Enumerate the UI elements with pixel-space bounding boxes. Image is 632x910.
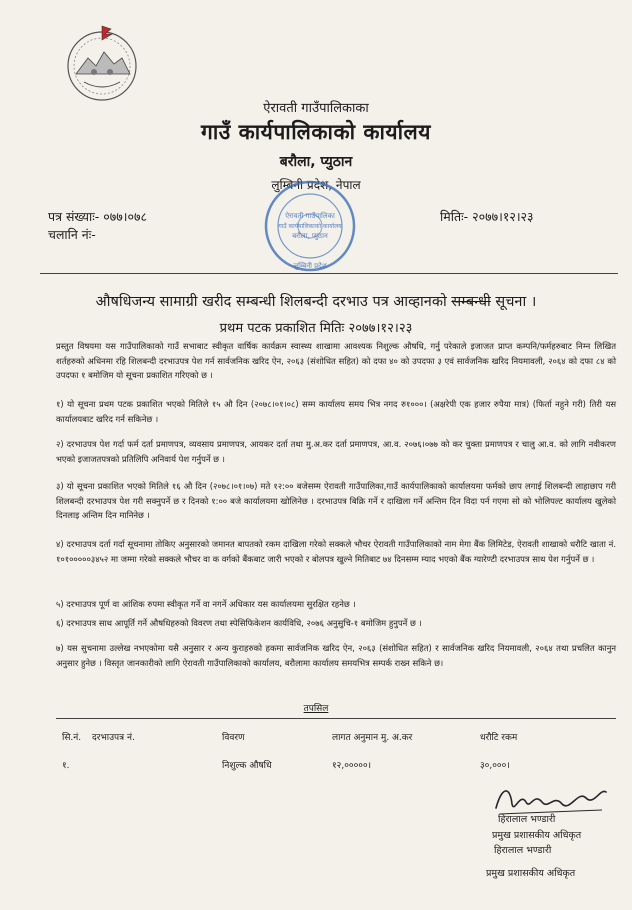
table-top-rule <box>56 718 616 719</box>
signatory-name-stamp: हिरालाल भण्डारी <box>494 845 552 856</box>
table-header-sn: सि.नं. <box>62 733 82 743</box>
table-row-1-description: निशुल्क औषधि <box>222 761 272 771</box>
divider <box>40 273 618 274</box>
header-line-office: गाउँ कार्यपालिकाको कार्यालय <box>201 120 431 144</box>
header-line-province: लुम्बिनी प्रदेश, नेपाल <box>271 178 361 192</box>
table-row-1-cost-estimate: १२,०००००। <box>332 761 372 771</box>
header-line-municipality: ऐरावती गाउँपालिकाका <box>263 101 369 116</box>
notice-point-6: ६) दरभाउपत्र साथ आपूर्ति गर्ने औषधिहरुको विवरण तथा स्पेसिफिकेशन कार्यविधि, २०७६ अनुसुचि-१ बमोजिम हुनुपर्ने छ । <box>56 618 422 628</box>
notice-point-2: २) दरभाउपत्र पेश गर्दा फर्म दर्ता प्रमाणपत्र, व्यवसाय प्रमाणपत्र, आयकर दर्ता तथा मु.अ.कर दर्ता प्रमाणपत्र, आ.व. २०७६।०७७ को कर चुक्ता प्रमाणपत्र र चालु आ.व. को लागि नवीकरण भएको इजाजतपत्रको प्रतिलिपि अनिवार्य पेश गर्नुपर्ने छ । <box>56 439 616 464</box>
stamp-text-4: लुम्बिनी प्रदेश <box>293 262 327 270</box>
header-line-address: बरौला, प्युठान <box>279 154 353 170</box>
signatory-title-stamp: प्रमुख प्रशासकीय अधिकृत <box>486 868 576 879</box>
notice-title-struck: सम्बन्धी <box>451 294 491 310</box>
table-header-cost-estimate: लागत अनुमान मु. अ.कर <box>332 733 413 743</box>
stamp-text-1: ऐरावती गाउँपालिका <box>285 212 335 220</box>
table-header-description: विवरण <box>222 733 245 743</box>
stamp-text-3: बरौला, प्युठान <box>292 232 328 240</box>
notice-point-7: ७) यस सुचनामा उल्लेख नभएकोमा यसै अनुसार र अन्य कुराहरुको हकमा सार्वजनिक खरिद ऐन, २०६३ (संशोधित सहित) र सार्वजनिक खरिद नियमावली, २०६४ तथा प्रचलित कानुन अनुसार हुनेछ । विस्तृत जानकारीको लागि ऐरावती गाउँपालिकाको कार्यालय, बरौलामा कार्यालय समयभित्र सम्पर्क राख्न सकिने छ। <box>56 643 616 668</box>
notice-point-3: ३) यो सूचना प्रकाशित भएको मितिले १६ औ दिन (२०७८।०१।०७) मते १२:०० बजेसम्म ऐरावती गाउँपालिका,गाउँ कार्यपालिकाको कार्यालयमा फर्मको छाप लगाई शिलबन्दी लाहाछाप गरी शिलबन्दी दरभाउपत्र पेश गरी सक्नुपर्ने छ र दिनको १:०० बजे कार्यालयमा खोलिनेछ । दरभाउपत्र बिक्रि गर्ने र दाखिला गर्ने अन्तिम दिन विदा पर्न गएमा सो को भोलिपल्ट कार्यालय खुलेको दिनलाइ अन्तिम दिन मानिनेछ । <box>56 481 616 520</box>
notice-point-4: ४) दरभाउपत्र दर्ता गर्दा सूचनामा तोकिए अनुसारको जमानत बापतको रकम दाखिला गरेको सक्कले भौचर ऐरावती गाउँपालिकाको नाम मेगा बैंक लिमिटेड, ऐरावती शाखाको धरौटि खाता नं. १०१०००००३४५२ मा जम्मा गरेको सक्कले भौचर वा क वर्गको बैंकबाट जारी भएको र बोलपत्र खुल्ने मितिबाट ७४ दिनसम्म म्याद भएको बैंक ग्यारेण्टी दरभाउपत्र साथ पेश गर्नुपर्ने छ । <box>56 539 616 564</box>
document-date: मितिः- २०७७।१२।२३ <box>440 209 534 224</box>
notice-point-1: १) यो सूचना प्रथम पटक प्रकाशित भएको मितिले १५ औ दिन (२०७८।०१।०८) सम्म कार्यालय समय भित्र नगद रु१०००। (अक्षरेपी एक हजार रुपैया मात्र) (फिर्ता नहुने गरी) तिरी यस कार्यालयबाट खरिद गर्न सकिनेछ । <box>56 399 616 424</box>
notice-point-5: ५) दरभाउपत्र पूर्ण वा आंशिक रुपमा स्वीकृत गर्ने वा नगर्ने अधिकार यस कार्यालयमा सुरक्षित रहनेछ । <box>56 599 356 609</box>
table-header-bid-no: दरभाउपत्र नं. <box>92 733 135 743</box>
table-row-1-deposit: ३०,०००। <box>480 761 510 771</box>
schedule-title: तपसिल <box>303 704 329 714</box>
notice-intro: प्रस्तुत विषयमा यस गाउँपालिकाको गाउँ सभाबाट स्वीकृत वार्षिक कार्यक्रम स्वास्थ्य शाखामा आवश्यक निशुल्क औषधि, गर्नु परेकाले इजाजत प्राप्त कम्पनि/फर्महरुबाट निम्न लिखित शर्तहरुको अधिनमा रहि शिलबन्दी दरभाउपत्र पेश गर्न सार्वजनिक खरिद ऐन, २०६३ (संशोधित सहित) को दफा ४० को उपदफा ३ एवं सार्वजनिक खरिद नियमावली, २०६४ को दफा ८४ को उपदफा १ बमोजिम यो सूचना प्रकाशित गरिएको छ । <box>56 341 616 380</box>
nepal-emblem-icon <box>58 22 146 104</box>
signatory-title: प्रमुख प्रशासकीय अधिकृत <box>492 830 582 841</box>
notice-subtitle: प्रथम पटक प्रकाशित मितिः २०७७।१२।२३ <box>219 321 413 336</box>
table-header-deposit: धरौटि रकम <box>480 733 518 743</box>
notice-title-main: औषधिजन्य सामाग्री खरीद सम्बन्धी शिलबन्दी दरभाउ पत्र आव्हानको <box>95 294 447 310</box>
office-stamp <box>262 178 358 274</box>
stamp-text-2: गाउँ कार्यपालिकाको कार्यालय <box>278 223 342 230</box>
reference-number: पत्र संख्याः- ०७७।०७८ <box>48 209 147 224</box>
notice-title-end: सूचना । <box>495 294 537 310</box>
signatory-name: हिरालाल भण्डारी <box>498 814 556 825</box>
dispatch-number: चलानि नंः- <box>48 227 96 242</box>
notice-title <box>0 291 632 311</box>
table-row-1-sn: १. <box>62 761 70 771</box>
